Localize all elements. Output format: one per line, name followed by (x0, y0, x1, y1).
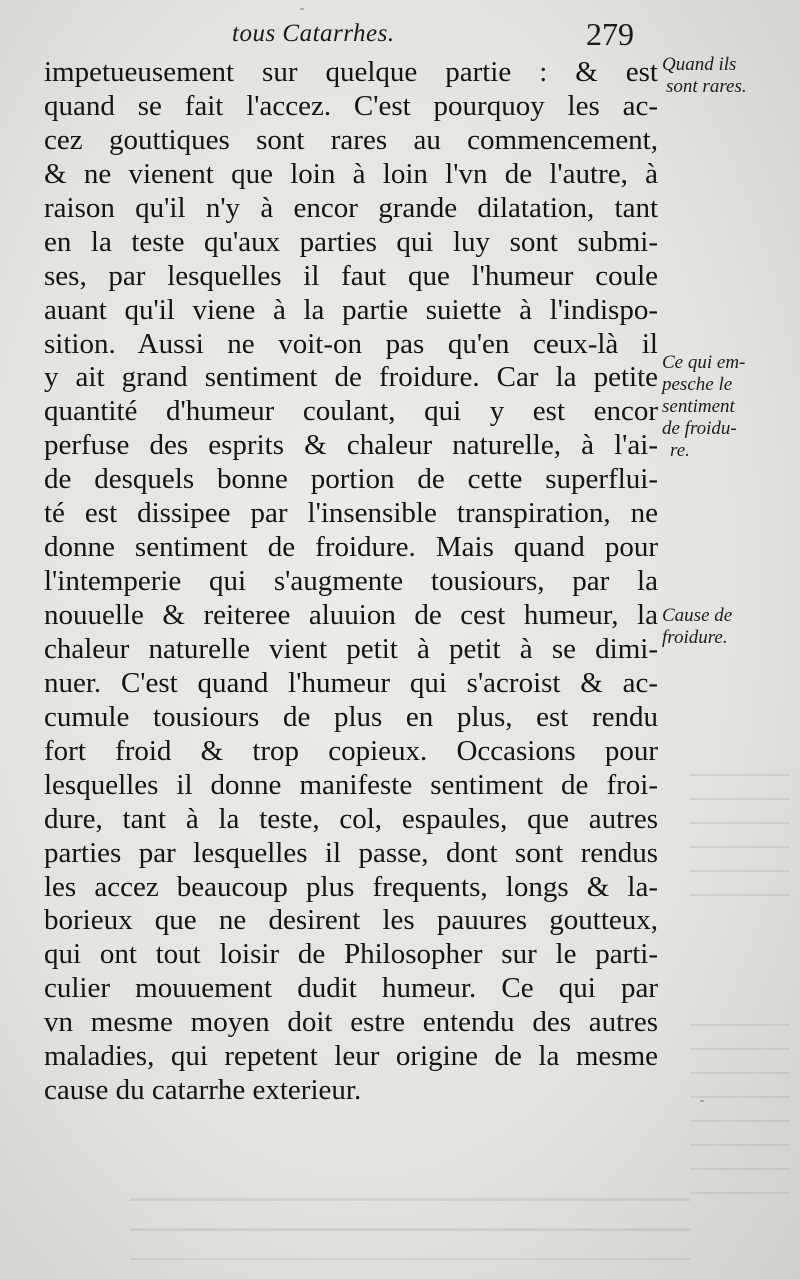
paper-speck (300, 8, 304, 10)
text-line: cez gouttiques sont rares au commencement, (44, 123, 658, 156)
margin-note-ce-qui-empesche (662, 352, 745, 462)
margin-note-line: Quand ils (662, 54, 737, 75)
text-line: borieux que ne desirent les pauures goutteux, (44, 904, 658, 937)
text-line: quantité d'humeur coulant, qui y est encor (44, 395, 658, 428)
bleed-through-marginalia (690, 760, 790, 910)
text-line: l'intemperie qui s'augmente tousiours, par la (44, 565, 658, 598)
text-line: nouuelle & reiteree aluuion de cest humeur, la (44, 599, 658, 631)
text-line: lesquelles il donne manifeste sentiment de froi- (44, 768, 658, 801)
text-line: nuer. C'est quand l'humeur qui s'acroist & ac- (44, 666, 658, 699)
text-line: qui ont tout loisir de Philosopher sur le parti- (44, 938, 658, 971)
margin-note-line: Cause de (662, 605, 733, 626)
text-line: y ait grand sentiment de froidure. Car la petite (44, 361, 658, 394)
text-line: parties par lesquelles il passe, dont sont rendus (44, 836, 658, 869)
text-line: quand se fait l'accez. C'est pourquoy les ac- (44, 89, 658, 122)
text-line: maladies, qui repetent leur origine de la mesme (44, 1040, 658, 1073)
body-text (44, 56, 658, 1108)
margin-note-line: re. (670, 440, 690, 461)
text-line: cause du catarrhe exterieur. (44, 1074, 362, 1107)
text-line: perfuse des esprits & chaleur naturelle, à l'ai- (44, 429, 658, 462)
paper-speck (700, 1100, 704, 1102)
text-line: sition. Aussi ne voit-on pas qu'en ceux-là il (44, 327, 658, 360)
text-line: de desquels bonne portion de cette superflui- (44, 463, 658, 496)
text-line: auant qu'il viene à la partie suiette à l'indispo- (44, 293, 658, 326)
margin-note-line: sont rares. (666, 76, 747, 97)
text-line: chaleur naturelle vient petit à petit à se dimi- (44, 632, 658, 665)
text-line: donne sentiment de froidure. Mais quand pour (44, 531, 658, 564)
text-line: té est dissipee par l'insensible transpiration, ne (44, 497, 658, 530)
running-title: tous Catarrhes. (232, 20, 395, 47)
margin-note-cause-de-froidure (662, 605, 732, 649)
margin-note-line: pesche le (662, 374, 733, 395)
bleed-through-marginalia (690, 1010, 790, 1200)
text-line: impetueusement sur quelque partie : & est (44, 56, 658, 88)
bleed-through-text (130, 1180, 690, 1260)
text-line: les accez beaucoup plus frequents, longs & la- (44, 870, 658, 903)
text-line: culier mouuement dudit humeur. Ce qui par (44, 972, 658, 1005)
text-line: ses, par lesquelles il faut que l'humeur coule (44, 259, 658, 292)
margin-note-line: froidure. (662, 627, 728, 648)
text-line: & ne vienent que loin à loin l'vn de l'autre, à (44, 157, 658, 190)
page-number: 279 (586, 16, 634, 52)
margin-note-line: Ce qui em- (662, 352, 746, 373)
text-line: dure, tant à la teste, col, espaules, que autres (44, 802, 658, 835)
margin-note-line: de froidu- (662, 418, 737, 439)
text-line: raison qu'il n'y à encor grande dilatation, tant (44, 191, 658, 224)
text-line: fort froid & trop copieux. Occasions pour (44, 734, 658, 767)
margin-note-line: sentiment (662, 396, 735, 417)
text-line: cumule tousiours de plus en plus, est rendu (44, 700, 658, 733)
text-line: vn mesme moyen doit estre entendu des autres (44, 1006, 658, 1039)
margin-note-quand-ils-sont-rares (662, 54, 747, 98)
text-line: en la teste qu'aux parties qui luy sont submi- (44, 225, 658, 258)
